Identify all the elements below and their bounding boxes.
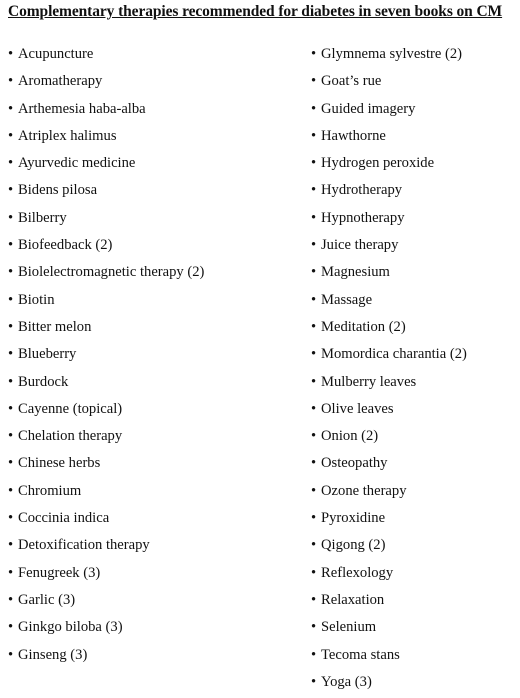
therapy-list-item	[311, 642, 467, 669]
therapy-list-item	[8, 96, 204, 123]
therapy-name: Detoxification therapy	[18, 537, 150, 554]
therapy-list-item	[8, 287, 204, 314]
therapy-list-item	[8, 532, 204, 559]
therapy-name: Biolelectromagnetic therapy (2)	[18, 264, 205, 281]
therapy-list-item	[311, 532, 467, 559]
bullet-icon: •	[311, 155, 317, 172]
therapy-name: Fenugreek (3)	[18, 564, 101, 581]
bullet-icon: •	[311, 100, 317, 117]
therapy-list-item	[311, 478, 467, 505]
therapy-name: Hypnotherapy	[321, 209, 405, 226]
therapy-list-item	[8, 177, 204, 204]
therapy-name: Selenium	[321, 619, 377, 636]
bullet-icon: •	[311, 209, 317, 226]
bullet-icon: •	[8, 564, 14, 581]
bullet-icon: •	[8, 209, 14, 226]
therapy-list-item	[311, 614, 467, 641]
bullet-icon: •	[8, 373, 14, 390]
bullet-icon: •	[8, 73, 14, 90]
therapy-name: Arthemesia haba-alba	[18, 100, 146, 117]
bullet-icon: •	[311, 537, 317, 554]
therapy-list-item	[8, 341, 204, 368]
therapy-list-item	[8, 396, 204, 423]
bullet-icon: •	[311, 291, 317, 308]
therapy-list-item	[8, 614, 204, 641]
bullet-icon: •	[8, 482, 14, 499]
therapy-name: Reflexology	[321, 564, 394, 581]
bullet-icon: •	[8, 646, 14, 663]
therapy-list-item	[311, 505, 467, 532]
bullet-icon: •	[311, 482, 317, 499]
therapy-list-item	[311, 560, 467, 587]
therapy-name: Hawthorne	[321, 127, 386, 144]
bullet-icon: •	[8, 291, 14, 308]
therapy-list-item	[8, 560, 204, 587]
therapy-name: Aromatherapy	[18, 73, 103, 90]
therapy-list-item	[8, 205, 204, 232]
therapy-name: Pyroxidine	[321, 510, 386, 527]
therapy-name: Atriplex halimus	[18, 127, 117, 144]
therapy-list-item	[311, 423, 467, 450]
bullet-icon: •	[311, 619, 317, 636]
therapy-name: Burdock	[18, 373, 69, 390]
therapy-name: Ayurvedic medicine	[18, 155, 136, 172]
bullet-icon: •	[8, 100, 14, 117]
therapy-name: Mulberry leaves	[321, 373, 417, 390]
therapy-list-item	[311, 287, 467, 314]
bullet-icon: •	[8, 346, 14, 363]
therapy-list-item	[311, 259, 467, 286]
therapy-list-item	[8, 259, 204, 286]
therapy-name: Qigong (2)	[321, 537, 386, 554]
bullet-icon: •	[311, 318, 317, 335]
therapy-list-item	[311, 177, 467, 204]
therapy-name: Bidens pilosa	[18, 182, 98, 199]
therapy-list-item	[311, 341, 467, 368]
therapy-name: Relaxation	[321, 591, 385, 608]
bullet-icon: •	[311, 428, 317, 445]
therapy-name: Osteopathy	[321, 455, 388, 472]
therapy-list-item	[8, 587, 204, 614]
therapy-name: Chinese herbs	[18, 455, 101, 472]
bullet-icon: •	[311, 591, 317, 608]
therapy-name: Acupuncture	[18, 46, 94, 62]
therapy-list-item	[311, 41, 467, 68]
therapy-list-item	[311, 669, 467, 696]
bullet-icon: •	[8, 155, 14, 172]
bullet-icon: •	[8, 127, 14, 144]
therapy-list-item	[311, 96, 467, 123]
therapy-name: Yoga (3)	[321, 673, 372, 690]
therapy-list-item	[8, 369, 204, 396]
bullet-icon: •	[311, 264, 317, 281]
therapy-name: Garlic (3)	[18, 591, 76, 608]
therapy-name: Hydrotherapy	[321, 182, 403, 199]
therapy-name: Juice therapy	[321, 237, 399, 254]
therapy-name: Momordica charantia (2)	[321, 346, 467, 363]
therapy-name: Biotin	[18, 291, 55, 308]
bullet-icon: •	[8, 537, 14, 554]
therapy-name: Ginkgo biloba (3)	[18, 619, 123, 636]
bullet-icon: •	[311, 46, 317, 62]
bullet-icon: •	[8, 455, 14, 472]
therapy-name: Ginseng (3)	[18, 646, 88, 663]
therapy-name: Biofeedback (2)	[18, 237, 113, 254]
therapy-name: Hydrogen peroxide	[321, 155, 435, 172]
therapy-name: Chromium	[18, 482, 82, 499]
therapy-list-item	[311, 369, 467, 396]
therapy-list-item	[311, 587, 467, 614]
therapy-name: Tecoma stans	[321, 646, 400, 663]
therapy-list-item	[8, 123, 204, 150]
therapy-list-item	[311, 232, 467, 259]
therapy-list-item	[311, 205, 467, 232]
bullet-icon: •	[311, 346, 317, 363]
bullet-icon: •	[8, 237, 14, 254]
document-title: Complementary therapies recommended for diabetes in seven books on CM	[8, 3, 503, 20]
therapy-list-item	[311, 314, 467, 341]
therapy-name: Blueberry	[18, 346, 77, 363]
therapy-list-item	[8, 505, 204, 532]
bullet-icon: •	[8, 264, 14, 281]
therapy-name: Chelation therapy	[18, 428, 123, 445]
bullet-icon: •	[8, 428, 14, 445]
bullet-icon: •	[8, 510, 14, 527]
therapy-list-item	[311, 396, 467, 423]
therapy-name: Magnesium	[321, 264, 390, 281]
therapy-list-item	[311, 450, 467, 477]
therapy-list-item	[8, 423, 204, 450]
bullet-icon: •	[311, 182, 317, 199]
therapy-name: Glymnema sylvestre (2)	[321, 46, 463, 62]
therapy-list-item	[8, 642, 204, 669]
therapy-name: Massage	[321, 291, 373, 308]
therapy-name: Guided imagery	[321, 100, 416, 117]
therapy-name: Ozone therapy	[321, 482, 407, 499]
bullet-icon: •	[8, 400, 14, 417]
bullet-icon: •	[8, 591, 14, 608]
bullet-icon: •	[8, 46, 14, 62]
therapy-list-item	[8, 68, 204, 95]
bullet-icon: •	[311, 455, 317, 472]
therapy-list-item	[8, 450, 204, 477]
bullet-icon: •	[311, 510, 317, 527]
bullet-icon: •	[311, 673, 317, 690]
bullet-icon: •	[311, 127, 317, 144]
right-therapy-list	[311, 41, 467, 696]
therapy-list-item	[311, 123, 467, 150]
therapy-name: Bilberry	[18, 209, 67, 226]
bullet-icon: •	[311, 400, 317, 417]
therapy-name: Bitter melon	[18, 318, 92, 335]
bullet-icon: •	[8, 619, 14, 636]
therapy-name: Goat’s rue	[321, 73, 382, 90]
bullet-icon: •	[311, 646, 317, 663]
therapy-name: Cayenne (topical)	[18, 400, 123, 417]
bullet-icon: •	[8, 182, 14, 199]
bullet-icon: •	[311, 564, 317, 581]
therapy-list-item	[8, 150, 204, 177]
therapy-list-item	[8, 478, 204, 505]
bullet-icon: •	[8, 318, 14, 335]
therapy-name: Coccinia indica	[18, 510, 110, 527]
bullet-icon: •	[311, 73, 317, 90]
therapy-list-item	[8, 232, 204, 259]
therapy-list-item	[311, 150, 467, 177]
therapy-name: Onion (2)	[321, 428, 379, 445]
therapy-name: Olive leaves	[321, 400, 394, 417]
left-therapy-list	[8, 41, 204, 669]
bullet-icon: •	[311, 373, 317, 390]
therapy-list-item	[8, 314, 204, 341]
bullet-icon: •	[311, 237, 317, 254]
therapy-list-item	[311, 68, 467, 95]
therapy-list-item	[8, 41, 204, 68]
therapy-name: Meditation (2)	[321, 318, 406, 335]
